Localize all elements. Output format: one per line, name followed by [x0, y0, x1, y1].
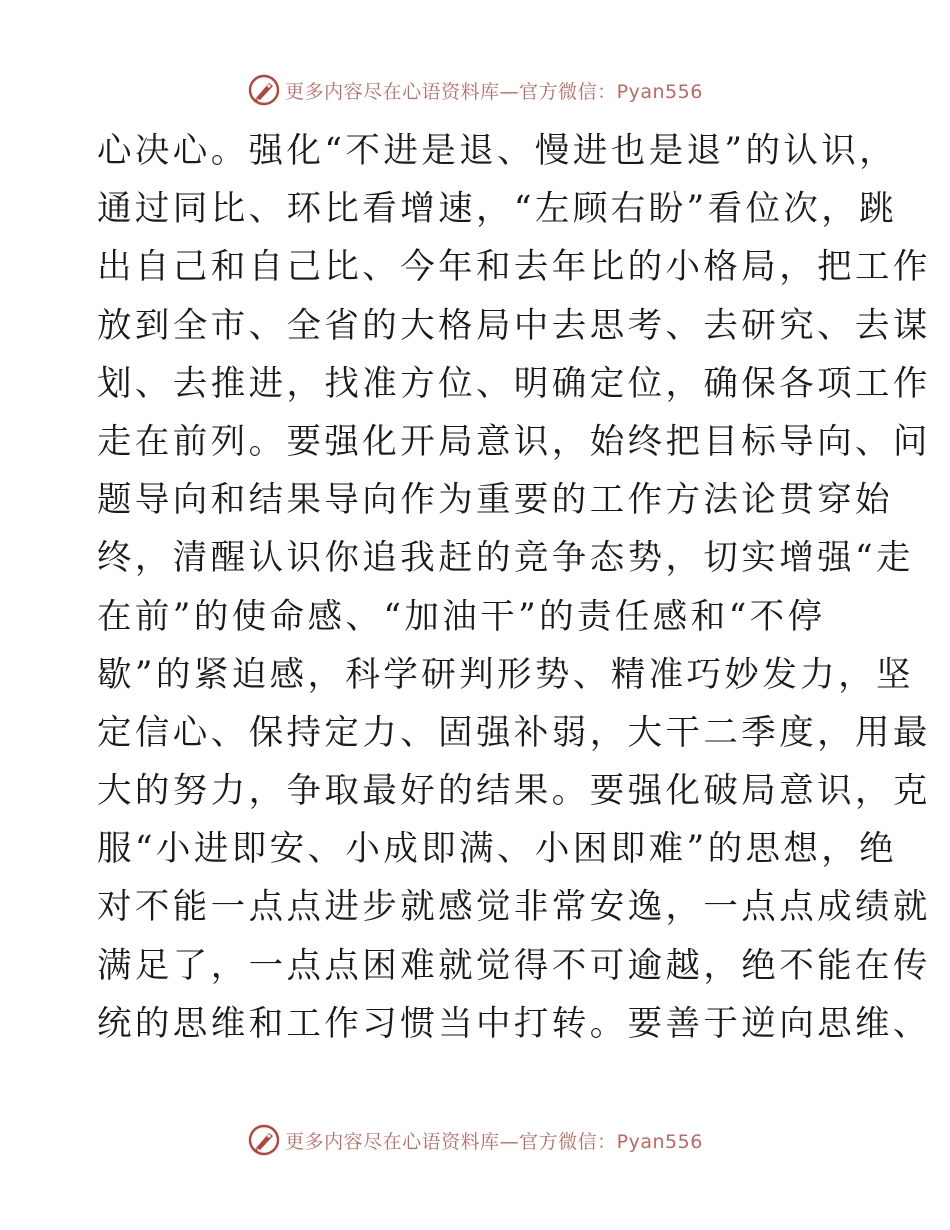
body-line: 统的思维和工作习惯当中打转。要善于逆向思维、 — [97, 1003, 931, 1044]
header-watermark-banner — [0, 68, 950, 112]
body-line: 通过同比、环比看增速，“左顾右盼”看位次，跳 — [97, 189, 898, 230]
body-line: 服“小进即安、小成即满、小困即难”的思想，绝 — [97, 829, 898, 870]
body-line: 在前”的使命感、“加油干”的责任感和“不停 — [97, 596, 826, 637]
body-line: 歇”的紧迫感，科学研判形势、精准巧妙发力，坚 — [97, 654, 914, 695]
body-line: 对不能一点点进步就感觉非常安逸，一点点成绩就 — [97, 887, 931, 928]
body-line: 心决心。强化“不进是退、慢进也是退”的认识， — [97, 131, 898, 171]
header-watermark-text: 更多内容尽在心语资料库—官方微信：Pyan556 — [285, 80, 703, 103]
body-line: 出自己和自己比、今年和去年比的小格局，把工作 — [97, 247, 931, 288]
footer-watermark-text: 更多内容尽在心语资料库—官方微信：Pyan556 — [285, 1130, 703, 1153]
body-line: 大的努力，争取最好的结果。要强化破局意识，克 — [97, 771, 931, 812]
document-body — [97, 122, 931, 1053]
pen-nib-logo-icon — [247, 73, 281, 107]
body-line: 题导向和结果导向作为重要的工作方法论贯穿始 — [97, 480, 893, 521]
pen-nib-logo-icon — [247, 1123, 281, 1157]
body-line: 走在前列。要强化开局意识，始终把目标导向、问 — [97, 421, 931, 462]
body-line: 满足了，一点点困难就觉得不可逾越，绝不能在传 — [97, 945, 931, 986]
body-line: 终，清醒认识你追我赶的竞争态势，切实增强“走 — [97, 538, 914, 579]
body-line: 定信心、保持定力、固强补弱，大干二季度，用最 — [97, 712, 931, 753]
footer-watermark-banner — [0, 1118, 950, 1162]
body-line: 放到全市、全省的大格局中去思考、去研究、去谋 — [97, 305, 931, 346]
body-line: 划、去推进，找准方位、明确定位，确保各项工作 — [97, 363, 931, 404]
